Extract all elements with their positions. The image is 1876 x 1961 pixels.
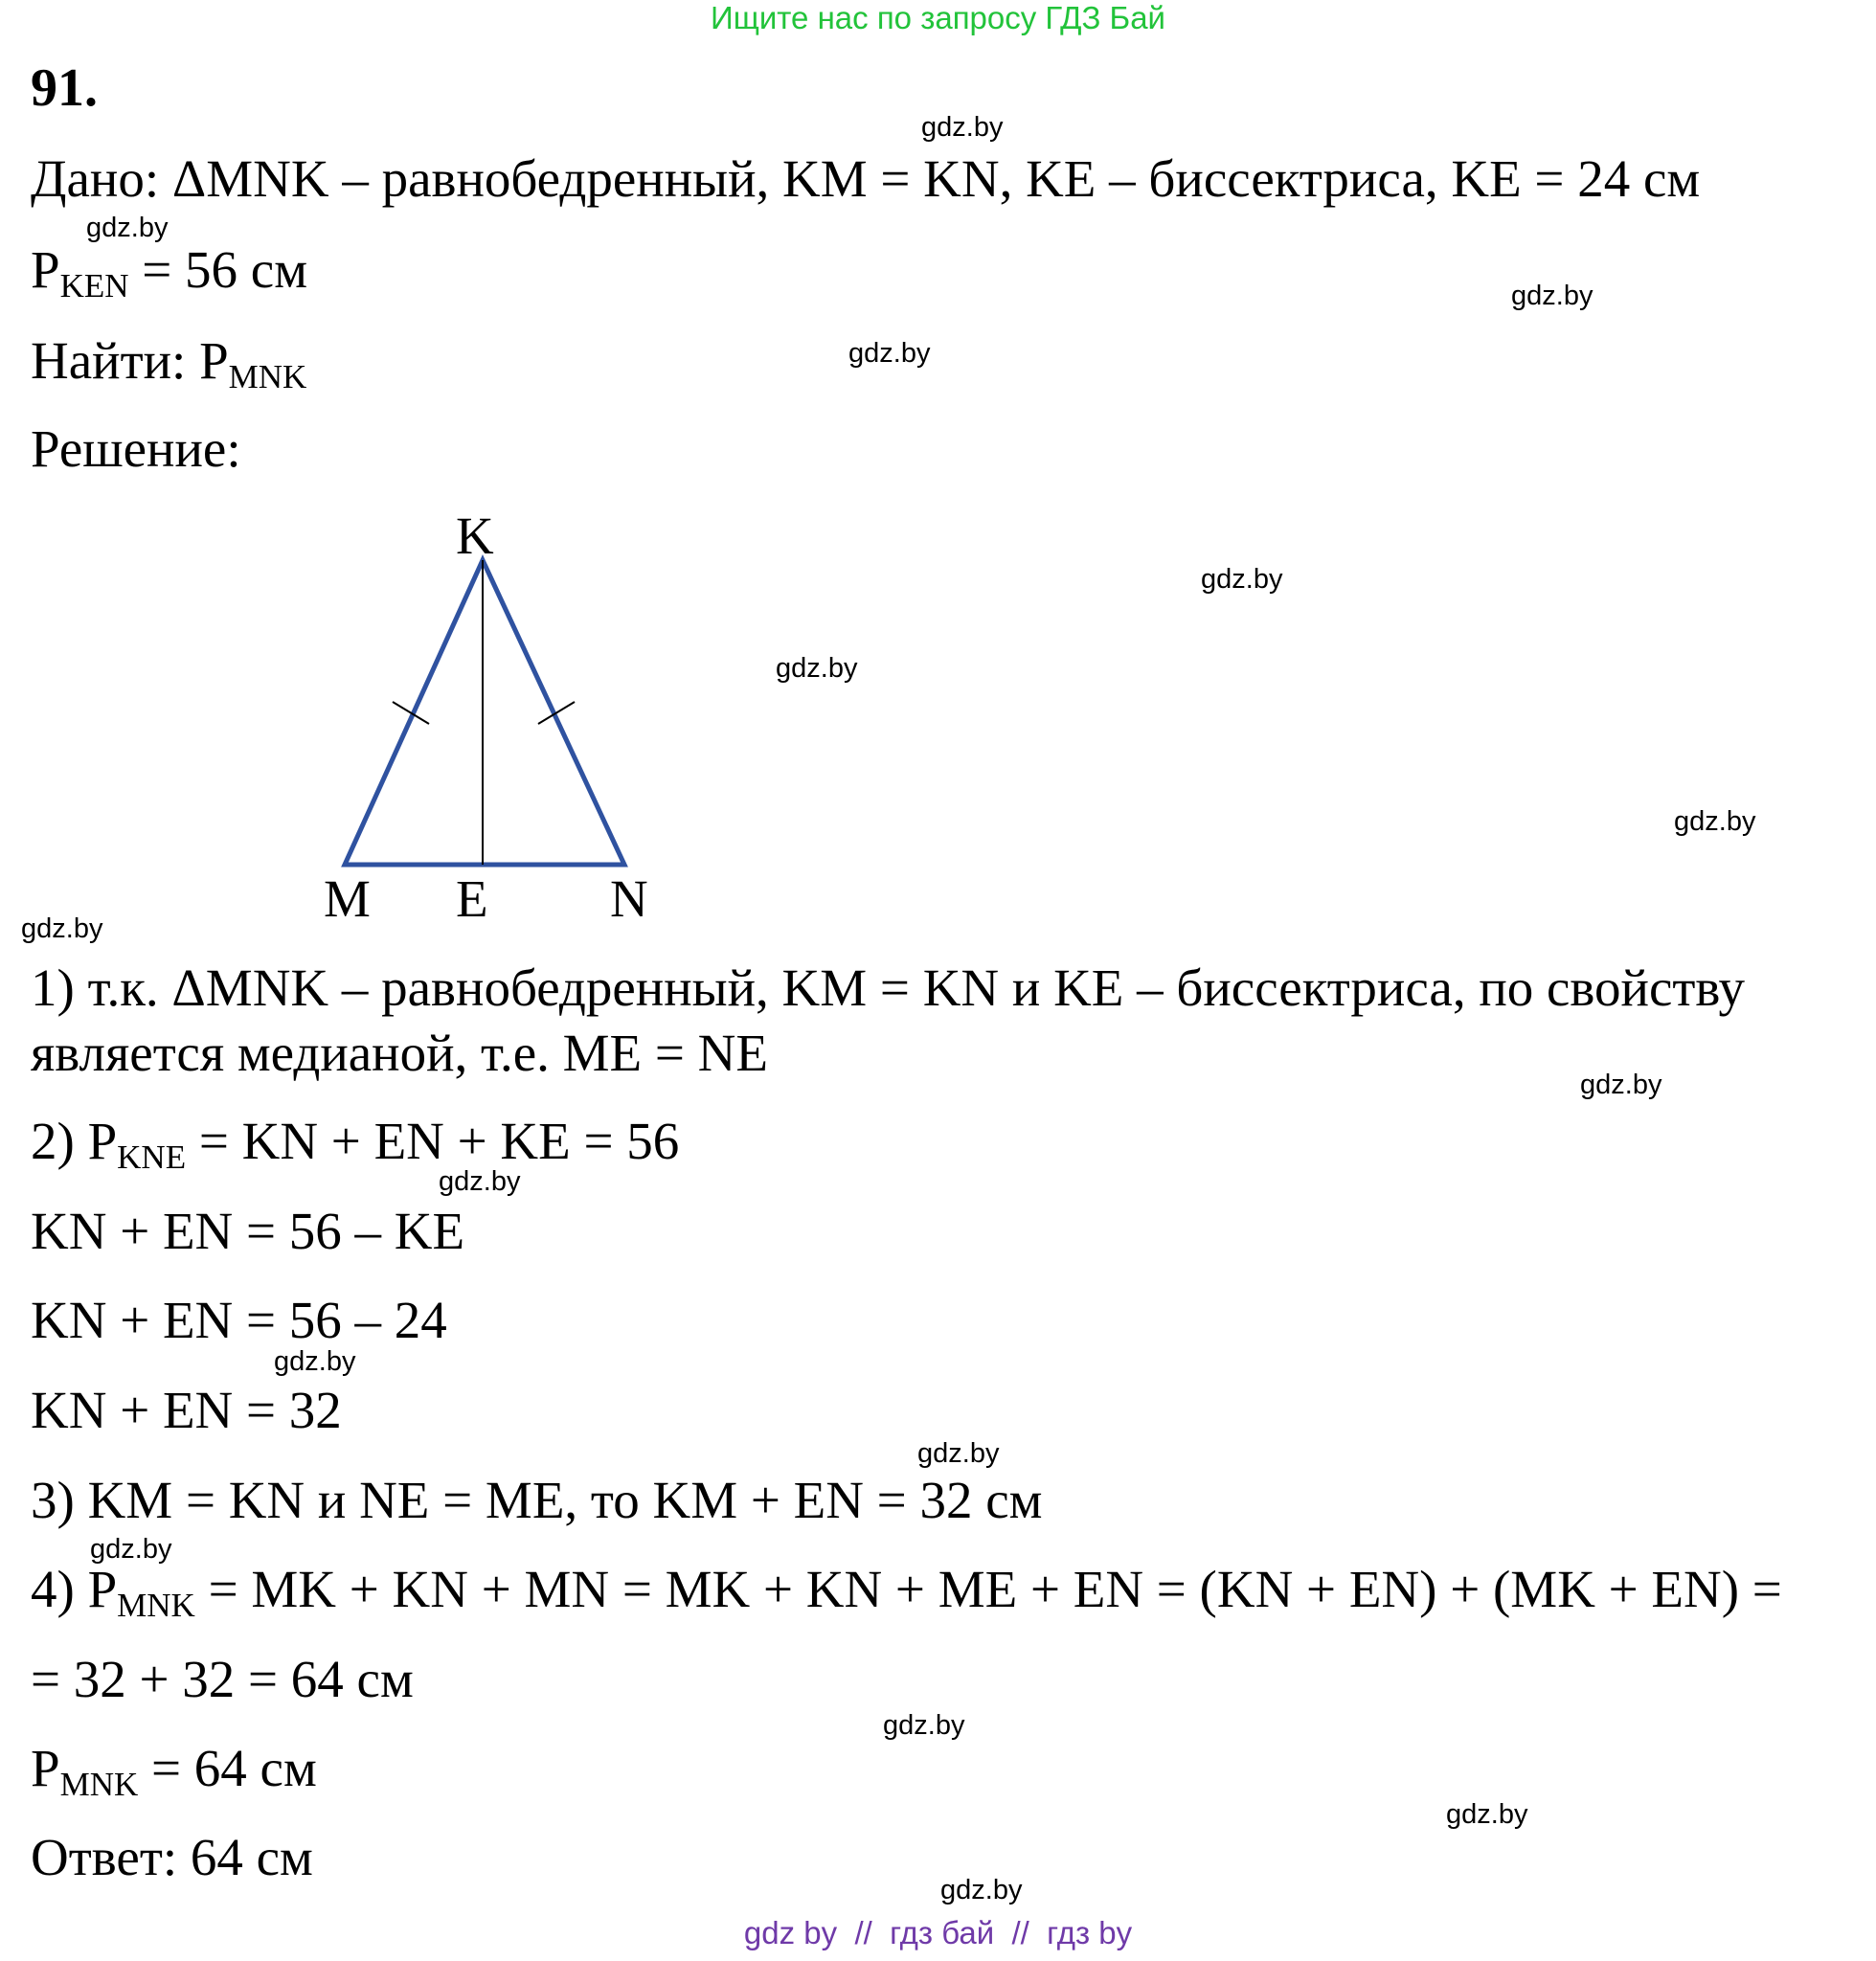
step-3: 3) KM = KN и NE = ME, то KM + EN = 32 см (31, 1471, 1043, 1529)
top-banner[interactable]: Ищите нас по запросу ГДЗ Бай (711, 0, 1165, 35)
given-line: Дано: ΔMNK – равнобедренный, KM = KN, KE – биссектриса, KE = 24 см (31, 149, 1701, 208)
given-perimeter: $P_{KEN} = 56$ см (31, 240, 308, 304)
task-number: 91. (31, 58, 98, 118)
label-n: N (610, 869, 648, 928)
triangle-figure (287, 498, 709, 929)
watermark: gdz.by (1580, 1070, 1662, 1100)
answer-line: Ответ: 64 см (31, 1828, 313, 1886)
step-4-line-1: 4) $P_{MNK}$ = MK + KN + MN = MK + KN + ME + EN = (KN + EN) + (MK + EN) = (31, 1560, 1782, 1624)
watermark: gdz.by (940, 1875, 1023, 1905)
step-2-line-4: KN + EN = 32 (31, 1381, 342, 1439)
triangle-mnk (345, 560, 624, 865)
solution-label: Решение: (31, 419, 241, 478)
result-line: $P_{MNK} = 64$ см (31, 1739, 317, 1803)
find-line: Найти: $P_{MNK}$ (31, 331, 307, 395)
step-1-line-2: является медианой, т.е. ME = NE (31, 1024, 768, 1082)
watermark: gdz.by (1511, 281, 1593, 311)
footer-links[interactable]: gdz by // гдз бай // гдз by (743, 1915, 1133, 1950)
watermark: gdz.by (848, 338, 931, 369)
watermark: gdz.by (883, 1710, 965, 1741)
step-2-line-3: KN + EN = 56 – 24 (31, 1291, 447, 1349)
watermark: gdz.by (1674, 806, 1756, 837)
step-4-line-2: = 32 + 32 = 64 см (31, 1650, 414, 1708)
watermark: gdz.by (274, 1346, 356, 1377)
watermark: gdz.by (1446, 1799, 1528, 1830)
label-e: E (456, 869, 488, 928)
watermark: gdz.by (1201, 564, 1283, 595)
watermark: gdz.by (917, 1438, 1000, 1469)
step-1-line-1: 1) т.к. ΔMNK – равнобедренный, KM = KN и KE – биссектриса, по свойству (31, 958, 1745, 1017)
watermark: gdz.by (921, 112, 1004, 143)
watermark: gdz.by (86, 213, 169, 243)
step-2-line-1: 2) $P_{KNE}$ = KN + EN + KE = 56 (31, 1112, 680, 1176)
watermark: gdz.by (90, 1534, 172, 1565)
watermark: gdz.by (439, 1166, 521, 1197)
step-2-line-2: KN + EN = 56 – KE (31, 1202, 465, 1260)
label-k: K (456, 507, 494, 565)
watermark: gdz.by (776, 653, 858, 684)
watermark: gdz.by (21, 913, 103, 944)
label-m: M (324, 869, 371, 928)
